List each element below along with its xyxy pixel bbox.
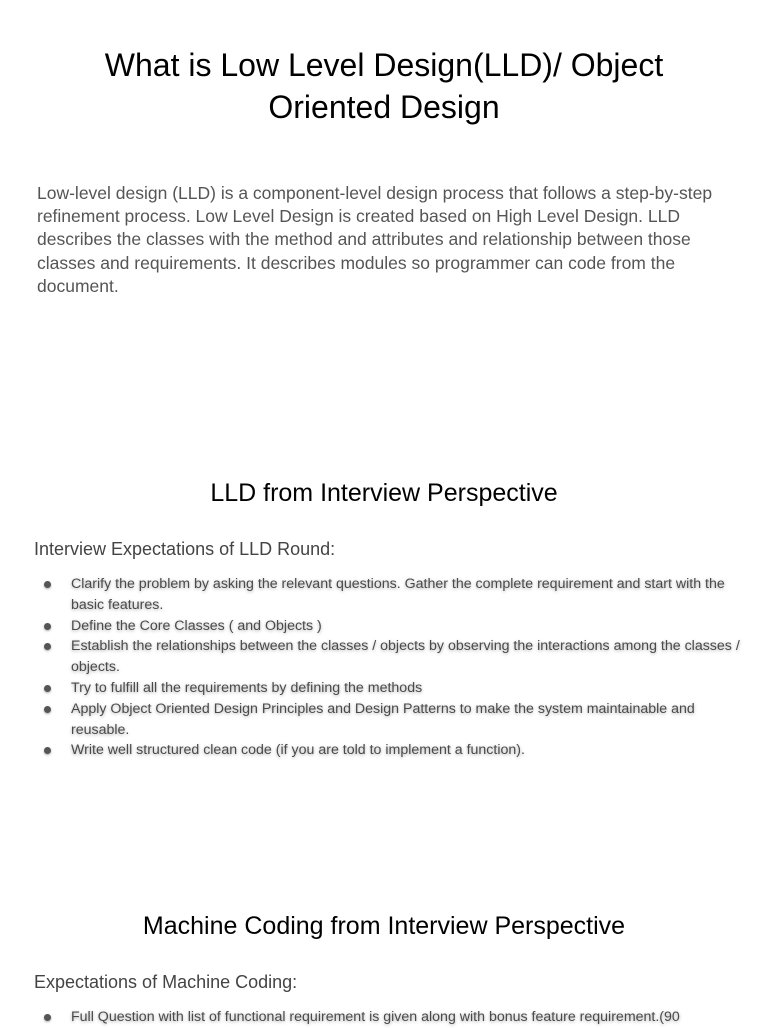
list-item [40,636,740,678]
machine-coding-expectations-subheading: Expectations of Machine Coding: [34,972,298,992]
bullet-icon [44,623,51,630]
bullet-icon [44,643,51,650]
list-item-text: Apply Object Oriented Design Principles and Design Patterns to make the system maintainable and reusable. [71,700,695,738]
list-item-text: Write well structured clean code (if you are told to implement a function). [71,742,525,759]
list-item [40,1007,740,1028]
intro-paragraph: Low-level design (LLD) is a component-level design process that follows a step-by-step refinement process. Low Level Design is created based on High Level Design. LLD describes the classes with the method and attributes and relationship between those classes and requirements. It describes modules so programmer can code from the document. [37,183,713,296]
list-item [40,740,740,761]
list-item-text: Full Question with list of functional requirement is given along with bonus feature requirement.(90 [71,1009,680,1025]
page-title: What is Low Level Design(LLD)/ Object Oriented Design [104,47,664,125]
machine-coding-expectations-list [40,1007,740,1028]
machine-coding-section-heading: Machine Coding from Interview Perspective [142,912,626,940]
list-item-text: Define the Core Classes ( and Objects ) [71,617,322,634]
lld-expectations-subheading: Interview Expectations of LLD Round: [34,539,336,559]
list-item [40,616,740,637]
lld-expectations-list [40,574,740,761]
list-item-text: Clarify the problem by asking the relevant questions. Gather the complete requirement and start with the basic features. [71,576,725,613]
list-item-text: Try to fulfill all the requirements by defining the methods [71,679,423,696]
lld-section-heading: LLD from Interview Perspective [210,479,558,507]
list-item [40,678,740,699]
list-item [40,574,740,616]
list-item [40,699,740,741]
bullet-icon [44,706,51,713]
bullet-icon [44,1014,51,1021]
bullet-icon [44,747,51,754]
bullet-icon [44,581,51,588]
list-item-text: Establish the relationships between the classes / objects by observing the interactions among the classes / objects. [71,638,740,676]
bullet-icon [44,685,51,692]
